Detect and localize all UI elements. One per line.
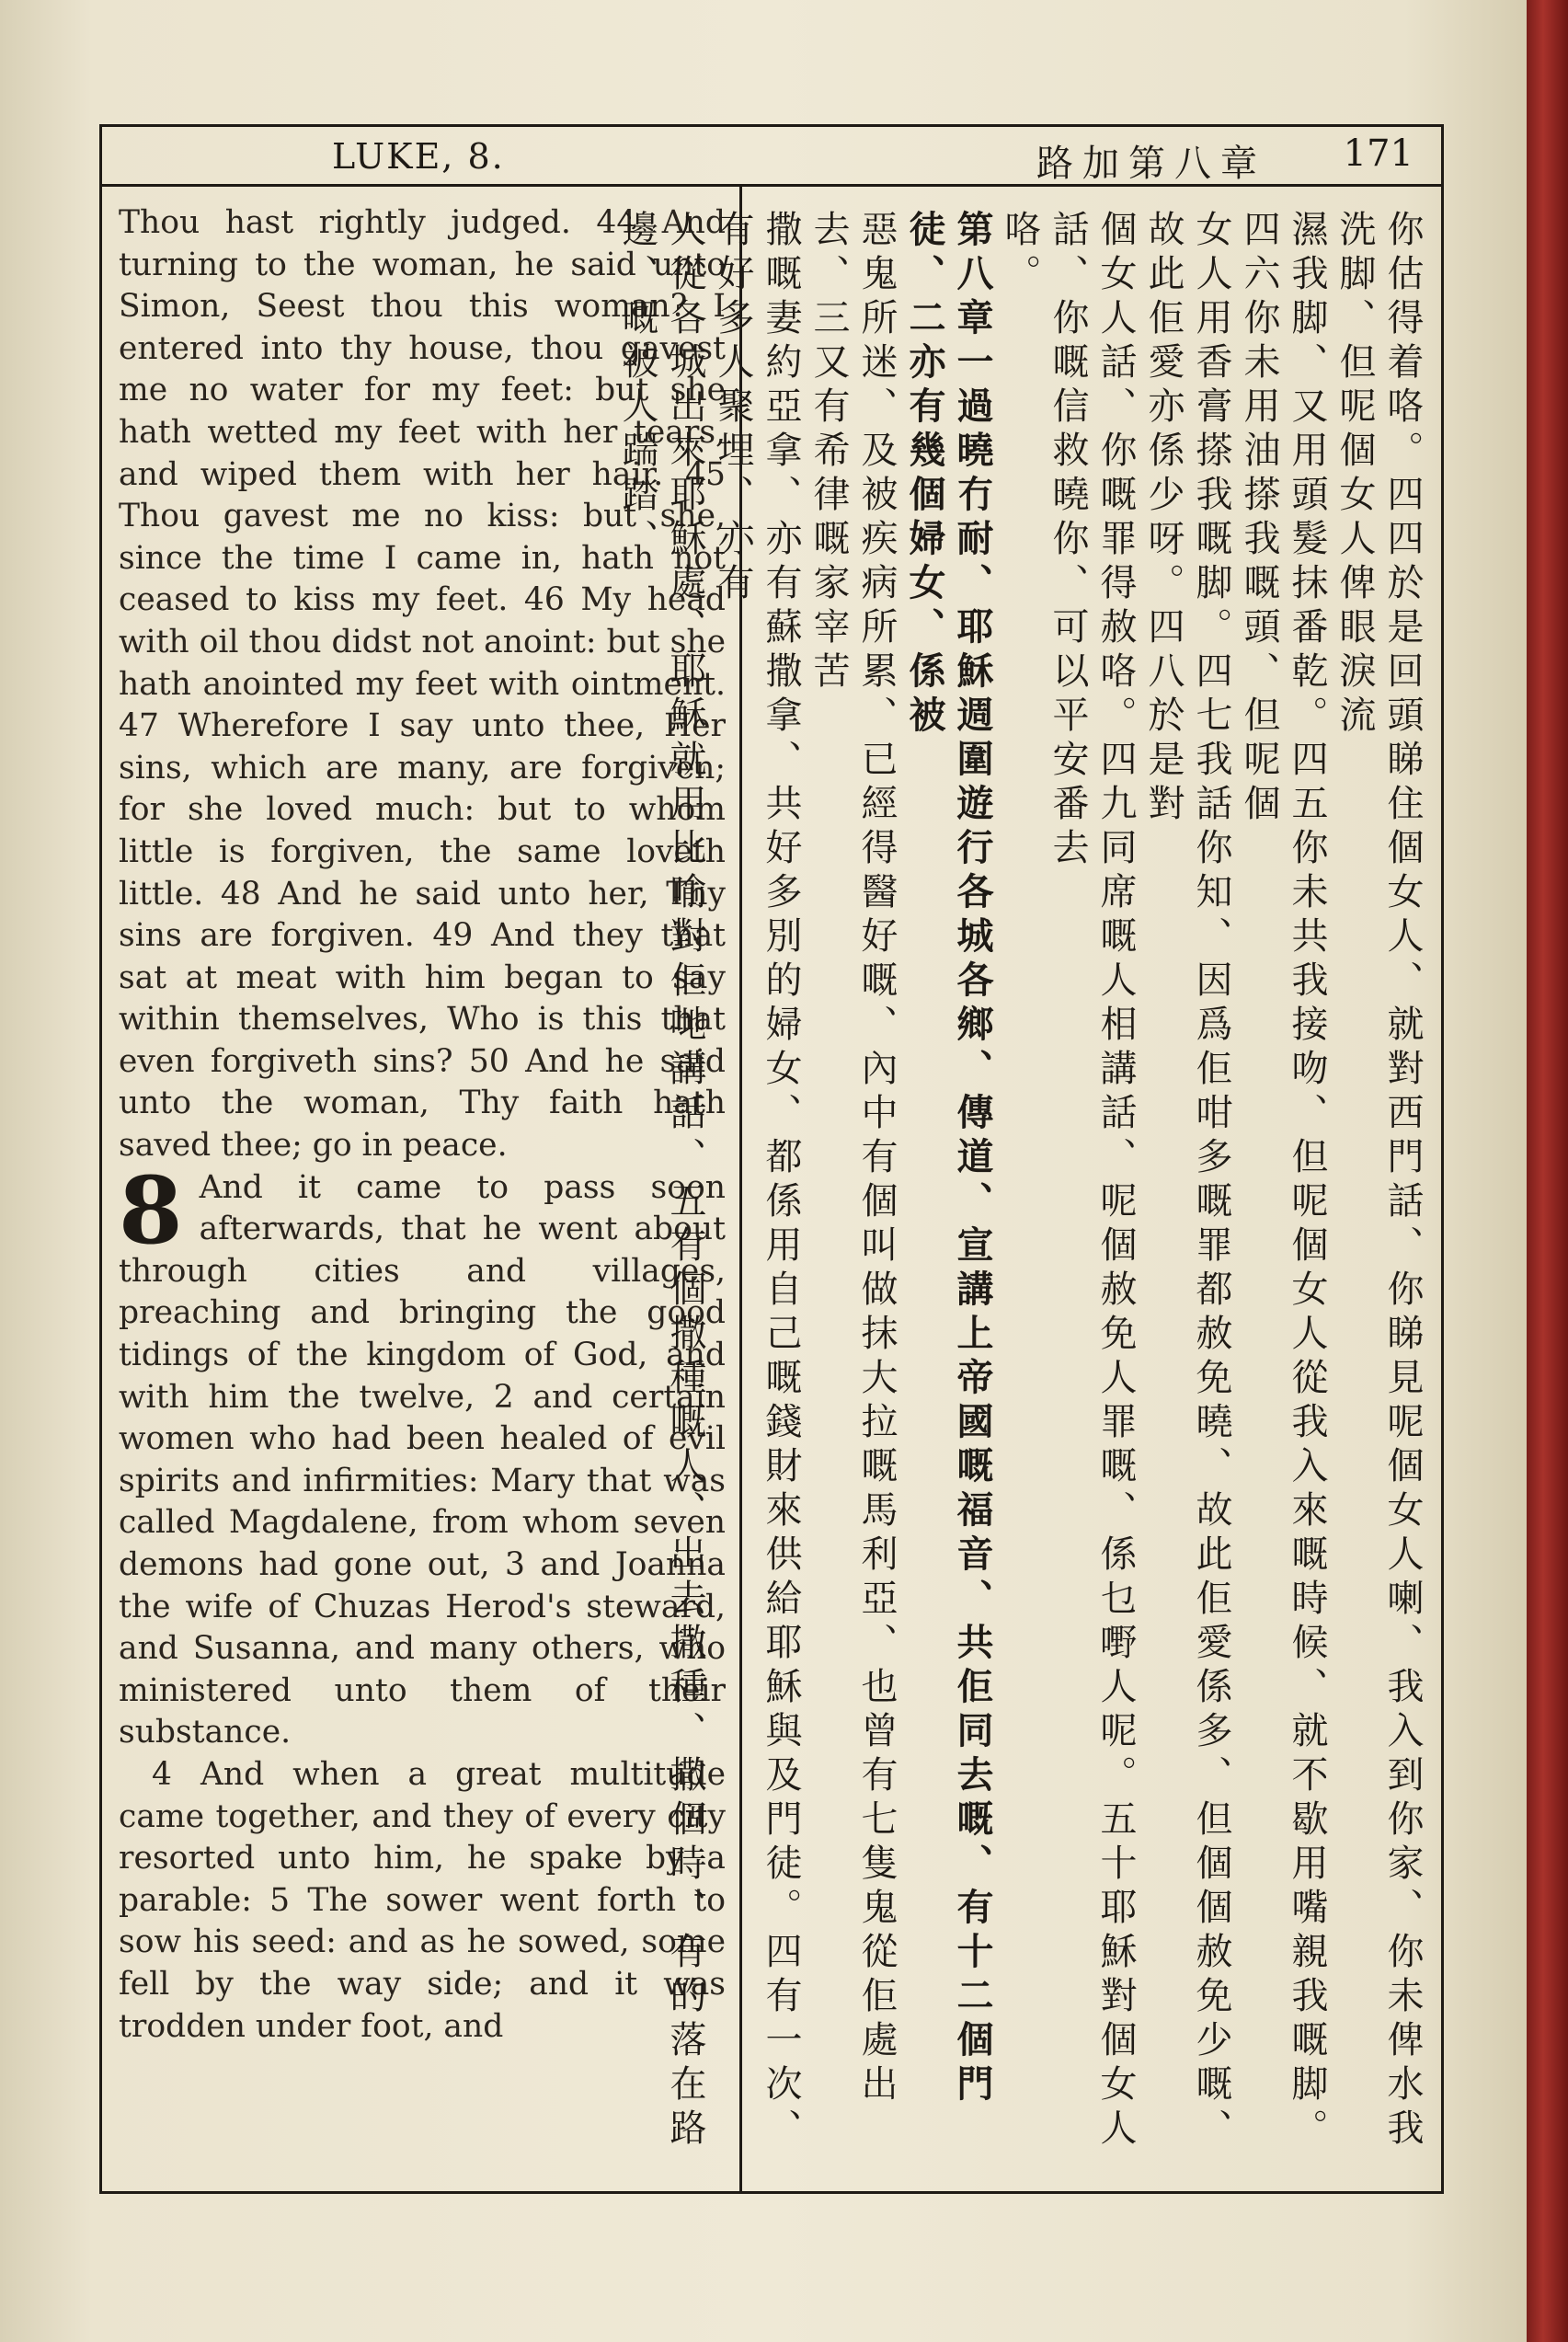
chinese-line-3: 女人用香膏搽我嘅脚。四七我話你知、因爲佢咁多嘅罪都赦免曉、故此佢愛係多、但個個赦免少嘅、故此佢愛亦係少呀。四八於是對 (1142, 210, 1232, 2153)
book-cover-edge (1527, 0, 1568, 2342)
chinese-line-5: 咯。 (999, 210, 1041, 298)
header-chinese-title: 路加第八章 (1036, 143, 1266, 185)
page-number: 171 (1343, 132, 1413, 175)
chinese-line-7: 惡鬼所迷、及被疾病所累、已經得醫好嘅、內中有個叫做抹大拉嘅馬利亞、也曾有七隻鬼從佢處出去、三又有希律嘅家宰苦 (807, 210, 898, 2108)
header-book-chapter: LUKE, 8. (332, 136, 505, 177)
english-paragraph-3: 4 And when a great multitude came together, and they of every city resorted unto him, he spake by a parable: 5 The sower went forth to sow his seed: and as he sowed, some fell by the way side; and it was trodden under foot, and (119, 1755, 726, 2045)
chinese-column (616, 210, 1426, 2169)
chinese-line-8: 撒嘅妻約亞拿、亦有蘇撒拿、共好多別的婦女、都係用自己嘅錢財來供給耶穌與及門徒。四有一次、有好多人聚埋、亦有 (712, 210, 802, 2153)
chinese-line-9: 人從各城出來耶穌處、耶穌就用比喻對佢哋講話、五有個撒種嘅人、出去撒種、撒個時、有的落在路邊、嘅被人踹踏、 (616, 210, 706, 2153)
chinese-line-6: 第八章一過曉冇耐、耶穌週圍遊行各城各鄉、傳道、宣講上帝國嘅福音、共佢同去嘅、有十二個門徒、二亦有幾個婦女、係被 (903, 210, 993, 2108)
chinese-line-4: 個女人話、你嘅罪得赦咯。四九同席嘅人相講話、呢個赦免人罪嘅、係乜嘢人呢。五十耶穌對個女人話、你嘅信救曉你、可以平安番去 (1047, 210, 1137, 2153)
chinese-line-2: 濕我脚、又用頭髮抹番乾。四五你未共我接吻、但呢個女人從我入來嘅時候、就不歇用嘴親我嘅脚。四六你未用油搽我嘅頭、但呢個 (1238, 210, 1328, 2153)
page-header (102, 127, 1441, 187)
chinese-line-1: 你估得着咯。四四於是回頭睇住個女人、就對西門話、你睇見呢個女人喇、我入到你家、你未俾水我洗脚、但呢個女人俾眼淚流 (1333, 210, 1424, 2153)
english-paragraph-1: Thou hast rightly judged. 44 And turning to the woman, he said unto Simon, Seest thou this woman? I entered into thy house, thou gavest me no water for my feet: but she hath wetted my feet with her tears, and wiped them with her hair. 45 Thou gavest me no kiss: but she, since the time I came in, hath not ceased to kiss my feet. 46 My head with oil thou didst not anoint: but she hath anointed my feet with ointment. 47 Wherefore I say unto thee, Her sins, which are many, are forgiven; for she loved much: but to whom little is forgiven, the same loveth little. 48 And he said unto her, Thy sins are forgiven. 49 And they that sat at meat with him began to say within themselves, Who is this that even forgiveth sins? 50 And he said unto the woman, Thy faith hath saved thee; go in peace. (119, 204, 726, 1165)
chapter-number: 8 (119, 1155, 183, 1265)
text-frame (99, 124, 1444, 2194)
english-paragraph-2-text: And it came to pass soon afterwards, that he went about through cities and villages, preaching and bringing the good tidings of the kingdom of God, and with him the twelve, 2 and certain women who had been healed of evil spirits and infirmities: Mary that was called Magdalene, from whom seven demons had gone out, 3 and Joanna the wife of Chuzas Herod's steward, and Susanna, and many others, who ministered unto them of their substance. (119, 1168, 726, 1751)
